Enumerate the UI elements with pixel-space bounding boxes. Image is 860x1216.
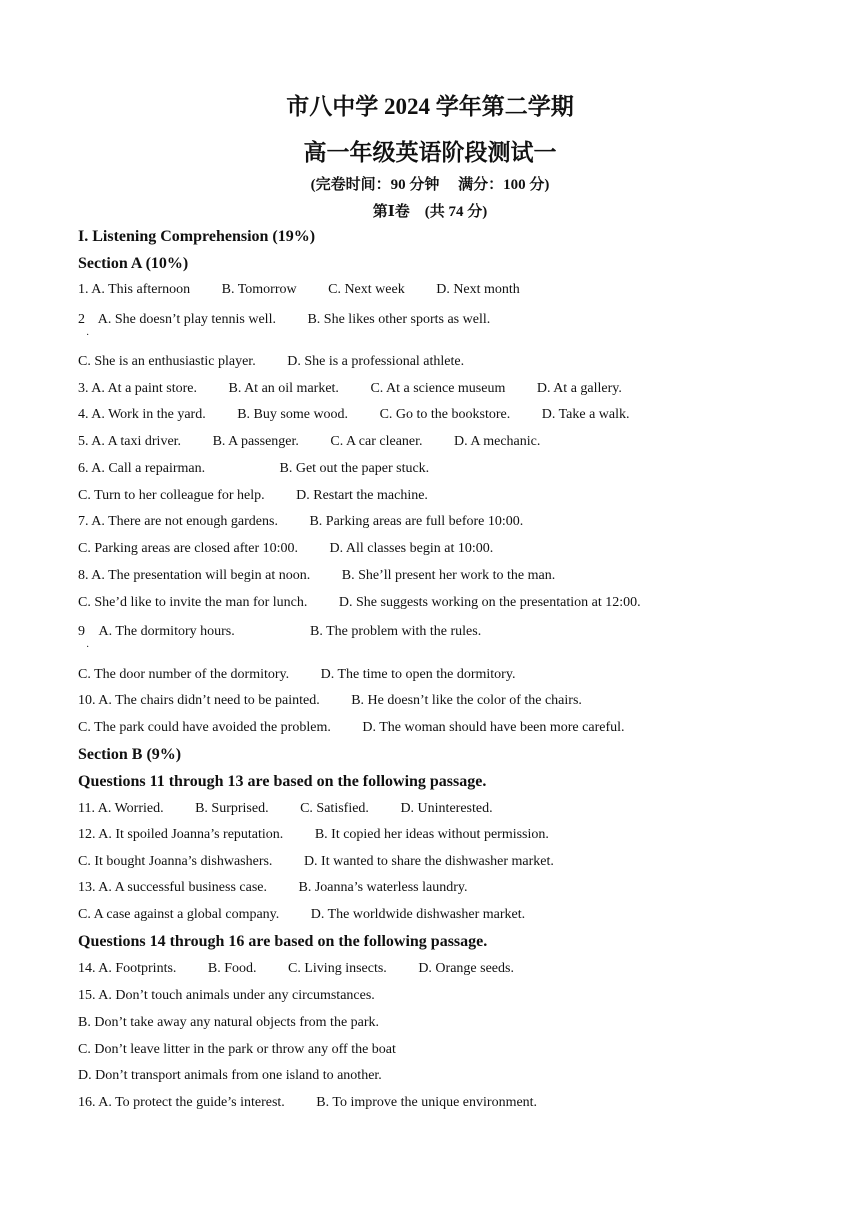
question-line (78, 854, 554, 870)
option: D. At a gallery. (536, 381, 622, 396)
option: A. She doesn’t play tennis well. (97, 312, 276, 327)
part-heading: I. Listening Comprehension (19%) (78, 228, 316, 245)
section-a-heading: Section A (10%) (78, 255, 189, 272)
option: C. Next week (328, 282, 405, 297)
option: B. She’ll present her work to the man. (341, 568, 556, 583)
option: C. It bought Joanna’s dishwashers. (78, 854, 273, 869)
option: 4. A. Work in the yard. (78, 407, 206, 422)
question-line (78, 961, 514, 977)
option: 8. A. The presentation will begin at noon. (78, 568, 311, 583)
question-line (78, 595, 641, 611)
option: 5. A. A taxi driver. (78, 434, 182, 449)
option: A. The dormitory hours. (98, 624, 235, 639)
option: 6. A. Call a repairman. (78, 461, 206, 476)
option: C. She is an enthusiastic player. (78, 354, 256, 369)
option: B. Buy some wood. (237, 407, 349, 422)
question-line (78, 1068, 382, 1084)
dot-mark: · (86, 642, 90, 653)
question-line (78, 488, 428, 504)
question-line (78, 1095, 537, 1111)
option: D. Restart the machine. (296, 488, 428, 503)
option: B. Get out the paper stuck. (279, 461, 430, 476)
option: D. The time to open the dormitory. (320, 667, 516, 682)
option: C. She’d like to invite the man for lunch. (78, 595, 308, 610)
question-line (78, 1015, 379, 1031)
option: B. Parking areas are full before 10:00. (309, 514, 524, 529)
option: D. Uninterested. (400, 801, 493, 816)
option: 7. A. There are not enough gardens. (78, 514, 278, 529)
exam-title: 高一年级英语阶段测试一 (303, 140, 557, 165)
section-b-heading: Section B (9%) (78, 746, 182, 763)
option: 1. A. This afternoon (78, 282, 191, 297)
option: C. Living insects. (288, 961, 387, 976)
option: C. Parking areas are closed after 10:00. (78, 541, 299, 556)
option: D. Don’t transport animals from one island to another. (78, 1068, 382, 1083)
option: 11. A. Worried. (78, 801, 164, 816)
question-line (78, 624, 481, 640)
question-line (78, 907, 525, 923)
option: D. Next month (436, 282, 520, 297)
option: C. The door number of the dormitory. (78, 667, 290, 682)
question-line (78, 461, 429, 477)
question-line (78, 720, 625, 736)
option: C. A case against a global company. (78, 907, 280, 922)
option: 12. A. It spoiled Joanna’s reputation. (78, 827, 284, 842)
question-line (78, 827, 549, 843)
option: B. At an oil market. (228, 381, 339, 396)
option: B. It copied her ideas without permission. (314, 827, 549, 842)
question-line (78, 381, 622, 397)
time-info: (完卷时间：90 分钟 满分：100 分) (310, 177, 550, 193)
school-title: 市八中学 2024 学年第二学期 (286, 94, 574, 119)
question-number: 9 (78, 624, 85, 639)
question-number: 2 (78, 312, 85, 327)
question-line (78, 312, 490, 328)
option: C. Satisfied. (300, 801, 369, 816)
option: 3. A. At a paint store. (78, 381, 197, 396)
option: 15. A. Don’t touch animals under any circumstances. (78, 988, 375, 1003)
option: B. Surprised. (195, 801, 269, 816)
volume-info: 第Ⅰ卷 (共 74 分) (372, 204, 488, 220)
option: B. Food. (207, 961, 257, 976)
question-line (78, 988, 375, 1004)
question-line (78, 282, 520, 298)
dot-mark: · (86, 330, 90, 341)
question-line (78, 880, 467, 896)
option: B. Don’t take away any natural objects from the park. (78, 1015, 380, 1030)
option: C. At a science museum (370, 381, 506, 396)
option: C. Turn to her colleague for help. (78, 488, 265, 503)
option: C. Go to the bookstore. (379, 407, 511, 422)
option: 16. A. To protect the guide’s interest. (78, 1095, 285, 1110)
option: D. A mechanic. (454, 434, 541, 449)
option: 10. A. The chairs didn’t need to be painted. (78, 693, 320, 708)
question-line (78, 568, 555, 584)
passage-heading: Questions 14 through 16 are based on the following passage. (78, 933, 488, 950)
question-line (78, 667, 515, 683)
option: B. He doesn’t like the color of the chairs. (351, 693, 582, 708)
option: D. All classes begin at 10:00. (329, 541, 494, 556)
option: B. To improve the unique environment. (316, 1095, 538, 1110)
option: D. She is a professional athlete. (287, 354, 465, 369)
option: D. It wanted to share the dishwasher market. (303, 854, 554, 869)
option: C. The park could have avoided the problem. (78, 720, 331, 735)
option: B. Tomorrow (221, 282, 297, 297)
question-line (78, 801, 493, 817)
question-line (78, 1042, 396, 1058)
option: B. The problem with the rules. (310, 624, 482, 639)
option: D. Orange seeds. (418, 961, 514, 976)
option: B. Joanna’s waterless laundry. (298, 880, 468, 895)
option: D. She suggests working on the presentation at 12:00. (338, 595, 641, 610)
question-line (78, 354, 464, 370)
option: C. Don’t leave litter in the park or throw any off the boat (78, 1042, 396, 1057)
question-line (78, 407, 630, 423)
passage-heading: Questions 11 through 13 are based on the following passage. (78, 773, 487, 790)
question-line (78, 541, 493, 557)
question-line (78, 434, 540, 450)
option: 14. A. Footprints. (78, 961, 177, 976)
question-line (78, 693, 582, 709)
option: D. Take a walk. (541, 407, 630, 422)
question-line (78, 514, 523, 530)
option: B. A passenger. (212, 434, 299, 449)
option: D. The woman should have been more careful. (362, 720, 625, 735)
option: D. The worldwide dishwasher market. (310, 907, 526, 922)
option: 13. A. A successful business case. (78, 880, 267, 895)
option: B. She likes other sports as well. (307, 312, 491, 327)
option: C. A car cleaner. (330, 434, 423, 449)
